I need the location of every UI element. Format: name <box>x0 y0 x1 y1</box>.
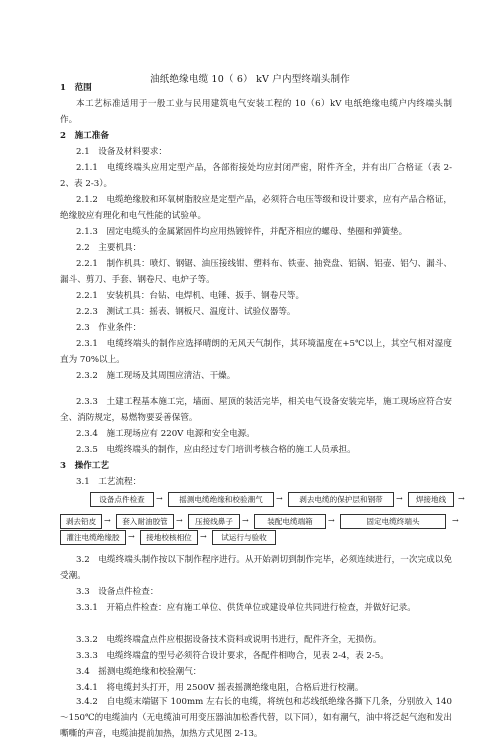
flow-arrow: → <box>128 532 135 541</box>
para-2-2: 2.2 主要机具： <box>76 243 142 253</box>
flow-step-1: 设备点件检查 <box>90 492 154 507</box>
para-3-3: 3.3 设备点件检查： <box>76 587 159 597</box>
flow-arrow: → <box>104 516 111 525</box>
para-3-1: 3.1 工艺流程： <box>76 477 142 487</box>
para-3-2: 3.2 电缆终端头制作按以下制作程序进行。从开始剥切到制作完毕，必须连续进行，一次完成以免受潮。 <box>60 555 452 581</box>
flow-step-4: 焊接地线 <box>408 492 454 507</box>
para-2-1-1: 2.1.1 电缆终端头应用定型产品，各部衔接处均应封闭严密，附件齐全，并有出厂合格证（表 2-2、表 2-3）。 <box>60 163 452 189</box>
para-3-4: 3.4 摇测电缆绝缘和校验潮气： <box>76 667 202 677</box>
flow-step-7: 压接线鼻子 <box>188 514 240 529</box>
para-2-1: 2.1 设备及材料要求： <box>76 147 168 157</box>
para-2-3-2: 2.3.2 施工现场及其周围应清洁、干燥。 <box>76 371 236 381</box>
para-2-2-3: 2.2.3 测试工具：摇表、钢板尺、温度计、试验仪器等。 <box>76 307 296 317</box>
flow-arrow: → <box>276 494 283 503</box>
para-2-2-1b: 2.2.1 安装机具：台钻、电焊机、电锤、扳手、钢卷尺等。 <box>76 291 305 301</box>
para-3-3-1: 3.3.1 开箱点件检查：应有施工单位、供货单位或建设单位共同进行检查，并做好记录。 <box>76 603 416 613</box>
document-title: 油纸绝缘电缆 10（ 6） kV 户内型终端头制作 <box>150 74 350 85</box>
flow-arrow: → <box>176 516 183 525</box>
flow-arrow: → <box>328 516 335 525</box>
para-2-3-4: 2.3.4 施工现场应有 220V 电源和安全电源。 <box>76 429 255 439</box>
para-2-3: 2.3 作业条件： <box>76 323 142 333</box>
flow-arrow: → <box>156 494 163 503</box>
flow-step-5: 剥去铅皮 <box>60 514 102 529</box>
flow-step-2: 摇测电缆绝缘和校验潮气 <box>168 492 274 507</box>
section-2-heading: 2 施工准备 <box>60 131 109 141</box>
para-2-1-2: 2.1.2 电缆绝缘胶和环氧树脂胶应是定型产品，必须符合电压等级和设计要求，应有产品合格证，绝缘胶应有理化和电气性能的试验单。 <box>60 195 452 221</box>
flow-step-8: 装配电缆端箱 <box>254 514 326 529</box>
para-2-1-3: 2.1.3 固定电缆头的金属紧固件均应用热镀锌件，并配齐相应的螺母、垫圈和弹簧垫。 <box>76 227 408 237</box>
para-2-2-1: 2.2.1 制作机具：喷灯、钢锯、油压接线钳、塑料布、铁壶、抽瓷盘、铝锅、铝壶、铝勺、漏斗、漏斗、剪刀、手套、钢卷尺、电炉子等。 <box>60 259 452 285</box>
flow-step-11: 接地校核相位 <box>140 530 198 545</box>
flow-step-9: 固定电缆终端头 <box>340 514 446 529</box>
section-3-heading: 3 操作工艺 <box>60 461 109 471</box>
flow-arrow: → <box>200 532 207 541</box>
para-3-3-2: 3.3.2 电缆终端盒点件应根据设备技术资料或说明书进行，配件齐全，无损伤。 <box>76 635 382 645</box>
flow-arrow: → <box>458 494 465 503</box>
para-3-3-3: 3.3.3 电缆终端盒的型号必须符合设计要求，各配件相吻合，见表 2-4，表 2-5。 <box>76 651 389 661</box>
para-2-3-3: 2.3.3 土建工程基本施工完，墙面、屋顶的装活完毕，相关电气设备安装完毕，施工现场应符合安全、消防规定，易燃物要妥善保管。 <box>60 397 452 423</box>
flow-step-6: 套入耐油胶管 <box>116 514 174 529</box>
flow-arrow: → <box>452 516 459 525</box>
para-2-3-5: 2.3.5 电缆终端头的制作，应由经过专门培训考核合格的施工人员承担。 <box>76 445 356 455</box>
para-2-3-1: 2.3.1 电缆终端头的制作应选择晴朗的无风天气制作，其环境温度在+5℃以上，其空气相对湿度直为 70%以上。 <box>60 339 452 365</box>
flow-step-3: 剥去电缆的保护层和钢带 <box>288 492 394 507</box>
flow-arrow: → <box>396 494 403 503</box>
para-3-4-1: 3.4.1 将电缆封头打开，用 2500V 摇表摇测绝缘电阻，合格后进行校潮。 <box>76 683 364 693</box>
para-3-4-2: 3.4.2 自电缆末端锯下 100mm 左右长的电缆，将统包和芯线纸绝缘各撕下几条，分别放入 140～150℃的电缆油内（无电缆油可用变压器油加松香代替，以下同），如有潮气，油中将泛起气泡和发出嘶嘶的声音，电缆油提前加热，加热方式见图 2-13。 <box>60 697 452 739</box>
section-1-heading: 1 范围 <box>60 83 92 93</box>
flow-step-10: 灌注电缆绝缘胶 <box>60 530 126 545</box>
flow-arrow: → <box>242 516 249 525</box>
flow-step-12: 试运行与验收 <box>212 530 276 545</box>
section-1-body: 本工艺标准适用于一般工业与民用建筑电气安装工程的 10（6）kV 电纸绝缘电缆户内终端头制作。 <box>60 99 452 125</box>
